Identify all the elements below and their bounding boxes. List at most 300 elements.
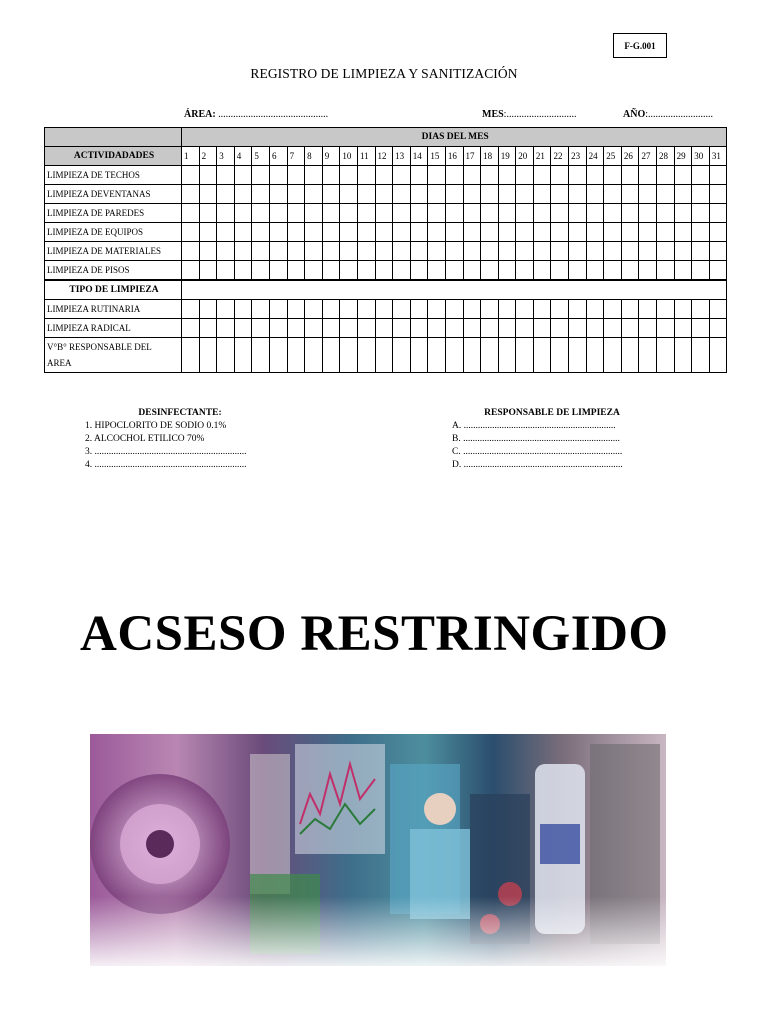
- day-check-cell[interactable]: [428, 319, 446, 338]
- day-check-cell[interactable]: [657, 185, 675, 204]
- day-check-cell[interactable]: [410, 204, 428, 223]
- day-check-cell[interactable]: [340, 300, 358, 319]
- day-check-cell[interactable]: [551, 242, 569, 261]
- responsable-check-cell[interactable]: [551, 338, 569, 373]
- day-check-cell[interactable]: [481, 319, 499, 338]
- day-check-cell[interactable]: [481, 185, 499, 204]
- day-check-cell[interactable]: [428, 223, 446, 242]
- day-check-cell[interactable]: [674, 166, 692, 185]
- day-check-cell[interactable]: [533, 300, 551, 319]
- day-number: 6: [269, 147, 287, 166]
- day-check-cell[interactable]: [375, 242, 393, 261]
- day-check-cell[interactable]: [657, 319, 675, 338]
- day-check-cell[interactable]: [604, 300, 622, 319]
- day-check-cell[interactable]: [516, 223, 534, 242]
- day-check-cell[interactable]: [621, 223, 639, 242]
- day-check-cell[interactable]: [234, 242, 252, 261]
- day-check-cell[interactable]: [393, 300, 411, 319]
- responsable-check-cell[interactable]: [234, 338, 252, 373]
- day-check-cell[interactable]: [234, 204, 252, 223]
- day-check-cell[interactable]: [305, 319, 323, 338]
- day-check-cell[interactable]: [551, 166, 569, 185]
- day-check-cell[interactable]: [287, 204, 305, 223]
- day-check-cell[interactable]: [569, 204, 587, 223]
- day-check-cell[interactable]: [217, 204, 235, 223]
- day-check-cell[interactable]: [709, 223, 727, 242]
- responsable-check-cell[interactable]: [287, 338, 305, 373]
- day-check-cell[interactable]: [234, 319, 252, 338]
- day-check-cell[interactable]: [481, 261, 499, 281]
- day-check-cell[interactable]: [357, 223, 375, 242]
- responsable-check-cell[interactable]: [533, 338, 551, 373]
- responsable-item: B. ..................................................................: [452, 434, 620, 444]
- day-check-cell[interactable]: [182, 204, 200, 223]
- day-check-cell[interactable]: [234, 261, 252, 281]
- day-check-cell[interactable]: [375, 166, 393, 185]
- day-check-cell[interactable]: [481, 242, 499, 261]
- day-check-cell[interactable]: [252, 261, 270, 281]
- day-check-cell[interactable]: [586, 319, 604, 338]
- day-check-cell[interactable]: [604, 242, 622, 261]
- day-check-cell[interactable]: [340, 204, 358, 223]
- day-check-cell[interactable]: [674, 300, 692, 319]
- day-check-cell[interactable]: [657, 300, 675, 319]
- day-check-cell[interactable]: [709, 319, 727, 338]
- day-check-cell[interactable]: [639, 300, 657, 319]
- day-number: 5: [252, 147, 270, 166]
- day-check-cell[interactable]: [692, 300, 710, 319]
- responsable-check-cell[interactable]: [199, 338, 217, 373]
- day-check-cell[interactable]: [287, 242, 305, 261]
- day-check-cell[interactable]: [692, 223, 710, 242]
- day-check-cell[interactable]: [217, 223, 235, 242]
- day-check-cell[interactable]: [709, 166, 727, 185]
- day-check-cell[interactable]: [393, 242, 411, 261]
- responsable-check-cell[interactable]: [674, 338, 692, 373]
- day-check-cell[interactable]: [357, 185, 375, 204]
- responsable-check-cell[interactable]: [516, 338, 534, 373]
- day-check-cell[interactable]: [445, 223, 463, 242]
- day-check-cell[interactable]: [269, 223, 287, 242]
- day-check-cell[interactable]: [322, 319, 340, 338]
- day-check-cell[interactable]: [375, 319, 393, 338]
- responsable-check-cell[interactable]: [604, 338, 622, 373]
- day-check-cell[interactable]: [287, 300, 305, 319]
- day-check-cell[interactable]: [428, 166, 446, 185]
- day-check-cell[interactable]: [604, 261, 622, 281]
- day-check-cell[interactable]: [639, 261, 657, 281]
- day-check-cell[interactable]: [182, 242, 200, 261]
- day-check-cell[interactable]: [305, 185, 323, 204]
- day-check-cell[interactable]: [516, 261, 534, 281]
- day-check-cell[interactable]: [639, 204, 657, 223]
- day-check-cell[interactable]: [393, 319, 411, 338]
- day-check-cell[interactable]: [498, 261, 516, 281]
- day-check-cell[interactable]: [340, 319, 358, 338]
- day-check-cell[interactable]: [569, 319, 587, 338]
- day-check-cell[interactable]: [481, 300, 499, 319]
- day-check-cell[interactable]: [410, 319, 428, 338]
- day-check-cell[interactable]: [657, 166, 675, 185]
- day-check-cell[interactable]: [498, 204, 516, 223]
- day-check-cell[interactable]: [182, 261, 200, 281]
- day-check-cell[interactable]: [445, 185, 463, 204]
- responsable-check-cell[interactable]: [322, 338, 340, 373]
- day-check-cell[interactable]: [287, 166, 305, 185]
- day-check-cell[interactable]: [674, 204, 692, 223]
- responsable-check-cell[interactable]: [393, 338, 411, 373]
- day-check-cell[interactable]: [621, 300, 639, 319]
- day-check-cell[interactable]: [445, 166, 463, 185]
- day-check-cell[interactable]: [252, 204, 270, 223]
- day-check-cell[interactable]: [569, 261, 587, 281]
- day-check-cell[interactable]: [410, 223, 428, 242]
- day-check-cell[interactable]: [269, 204, 287, 223]
- day-check-cell[interactable]: [709, 300, 727, 319]
- day-check-cell[interactable]: [498, 166, 516, 185]
- day-check-cell[interactable]: [287, 319, 305, 338]
- day-check-cell[interactable]: [463, 204, 481, 223]
- day-check-cell[interactable]: [305, 223, 323, 242]
- activity-row-label: LIMPIEZA DE TECHOS: [45, 166, 182, 185]
- day-check-cell[interactable]: [428, 242, 446, 261]
- responsable-check-cell[interactable]: [340, 338, 358, 373]
- day-check-cell[interactable]: [410, 166, 428, 185]
- day-check-cell[interactable]: [692, 261, 710, 281]
- day-check-cell[interactable]: [182, 319, 200, 338]
- responsable-check-cell[interactable]: [252, 338, 270, 373]
- day-check-cell[interactable]: [252, 300, 270, 319]
- day-check-cell[interactable]: [182, 166, 200, 185]
- day-check-cell[interactable]: [340, 261, 358, 281]
- responsable-check-cell[interactable]: [182, 338, 200, 373]
- day-check-cell[interactable]: [463, 166, 481, 185]
- day-check-cell[interactable]: [709, 261, 727, 281]
- responsable-check-cell[interactable]: [463, 338, 481, 373]
- day-check-cell[interactable]: [639, 242, 657, 261]
- day-check-cell[interactable]: [234, 300, 252, 319]
- day-check-cell[interactable]: [375, 300, 393, 319]
- day-check-cell[interactable]: [410, 242, 428, 261]
- day-check-cell[interactable]: [182, 185, 200, 204]
- tipo-row: [45, 319, 727, 338]
- day-check-cell[interactable]: [569, 242, 587, 261]
- day-check-cell[interactable]: [199, 261, 217, 281]
- responsable-check-cell[interactable]: [445, 338, 463, 373]
- day-check-cell[interactable]: [199, 223, 217, 242]
- day-check-cell[interactable]: [199, 185, 217, 204]
- day-check-cell[interactable]: [604, 185, 622, 204]
- day-check-cell[interactable]: [533, 166, 551, 185]
- responsable-check-cell[interactable]: [639, 338, 657, 373]
- day-number: 17: [463, 147, 481, 166]
- day-check-cell[interactable]: [322, 223, 340, 242]
- day-check-cell[interactable]: [533, 261, 551, 281]
- day-check-cell[interactable]: [551, 204, 569, 223]
- day-check-cell[interactable]: [674, 223, 692, 242]
- day-check-cell[interactable]: [498, 242, 516, 261]
- day-check-cell[interactable]: [357, 204, 375, 223]
- responsable-check-cell[interactable]: [621, 338, 639, 373]
- day-check-cell[interactable]: [692, 204, 710, 223]
- tipo-header: TIPO DE LIMPIEZA: [45, 280, 182, 300]
- day-check-cell[interactable]: [516, 204, 534, 223]
- day-check-cell[interactable]: [569, 185, 587, 204]
- day-check-cell[interactable]: [287, 261, 305, 281]
- day-check-cell[interactable]: [621, 185, 639, 204]
- responsable-check-cell[interactable]: [269, 338, 287, 373]
- day-check-cell[interactable]: [709, 185, 727, 204]
- day-check-cell[interactable]: [287, 223, 305, 242]
- day-check-cell[interactable]: [586, 204, 604, 223]
- day-check-cell[interactable]: [410, 300, 428, 319]
- cleaning-register-table: [44, 127, 727, 373]
- day-check-cell[interactable]: [551, 300, 569, 319]
- day-check-cell[interactable]: [410, 261, 428, 281]
- mes-label: MES: [482, 109, 504, 120]
- day-check-cell[interactable]: [621, 261, 639, 281]
- day-check-cell[interactable]: [463, 261, 481, 281]
- day-number: 14: [410, 147, 428, 166]
- day-check-cell[interactable]: [340, 223, 358, 242]
- day-check-cell[interactable]: [551, 319, 569, 338]
- day-check-cell[interactable]: [551, 185, 569, 204]
- day-check-cell[interactable]: [428, 204, 446, 223]
- day-check-cell[interactable]: [463, 242, 481, 261]
- day-check-cell[interactable]: [533, 319, 551, 338]
- day-check-cell[interactable]: [199, 204, 217, 223]
- responsable-check-cell[interactable]: [569, 338, 587, 373]
- day-check-cell[interactable]: [217, 185, 235, 204]
- day-check-cell[interactable]: [252, 166, 270, 185]
- day-check-cell[interactable]: [516, 242, 534, 261]
- responsable-check-cell[interactable]: [428, 338, 446, 373]
- day-check-cell[interactable]: [269, 300, 287, 319]
- day-check-cell[interactable]: [305, 261, 323, 281]
- day-check-cell[interactable]: [252, 242, 270, 261]
- day-check-cell[interactable]: [269, 242, 287, 261]
- day-check-cell[interactable]: [357, 319, 375, 338]
- day-check-cell[interactable]: [533, 185, 551, 204]
- desinfectante-item: 3. ................................................................: [85, 447, 247, 457]
- day-check-cell[interactable]: [252, 319, 270, 338]
- day-check-cell[interactable]: [322, 300, 340, 319]
- day-check-cell[interactable]: [604, 223, 622, 242]
- day-check-cell[interactable]: [252, 223, 270, 242]
- responsable-check-cell[interactable]: [692, 338, 710, 373]
- day-check-cell[interactable]: [516, 166, 534, 185]
- day-check-cell[interactable]: [481, 166, 499, 185]
- day-number: 18: [481, 147, 499, 166]
- day-check-cell[interactable]: [674, 261, 692, 281]
- day-check-cell[interactable]: [692, 185, 710, 204]
- day-check-cell[interactable]: [674, 319, 692, 338]
- day-check-cell[interactable]: [604, 204, 622, 223]
- day-check-cell[interactable]: [340, 185, 358, 204]
- day-check-cell[interactable]: [621, 319, 639, 338]
- day-check-cell[interactable]: [463, 185, 481, 204]
- day-check-cell[interactable]: [604, 166, 622, 185]
- day-check-cell[interactable]: [709, 204, 727, 223]
- day-check-cell[interactable]: [217, 242, 235, 261]
- day-check-cell[interactable]: [234, 223, 252, 242]
- day-check-cell[interactable]: [586, 185, 604, 204]
- day-check-cell[interactable]: [445, 242, 463, 261]
- day-check-cell[interactable]: [639, 223, 657, 242]
- day-check-cell[interactable]: [393, 261, 411, 281]
- responsable-check-cell[interactable]: [305, 338, 323, 373]
- day-check-cell[interactable]: [322, 261, 340, 281]
- day-check-cell[interactable]: [269, 166, 287, 185]
- day-check-cell[interactable]: [674, 185, 692, 204]
- day-check-cell[interactable]: [357, 261, 375, 281]
- responsable-check-cell[interactable]: [586, 338, 604, 373]
- day-check-cell[interactable]: [657, 242, 675, 261]
- day-check-cell[interactable]: [586, 223, 604, 242]
- day-check-cell[interactable]: [621, 204, 639, 223]
- day-check-cell[interactable]: [305, 242, 323, 261]
- day-number: 8: [305, 147, 323, 166]
- day-number: 21: [533, 147, 551, 166]
- day-check-cell[interactable]: [604, 319, 622, 338]
- responsable-check-cell[interactable]: [481, 338, 499, 373]
- day-check-cell[interactable]: [551, 261, 569, 281]
- day-check-cell[interactable]: [322, 242, 340, 261]
- day-check-cell[interactable]: [322, 185, 340, 204]
- responsable-check-cell[interactable]: [657, 338, 675, 373]
- day-check-cell[interactable]: [199, 242, 217, 261]
- day-check-cell[interactable]: [586, 300, 604, 319]
- day-check-cell[interactable]: [375, 185, 393, 204]
- day-check-cell[interactable]: [287, 185, 305, 204]
- day-check-cell[interactable]: [639, 185, 657, 204]
- day-check-cell[interactable]: [217, 166, 235, 185]
- day-check-cell[interactable]: [393, 166, 411, 185]
- day-check-cell[interactable]: [657, 204, 675, 223]
- day-check-cell[interactable]: [410, 185, 428, 204]
- day-check-cell[interactable]: [516, 319, 534, 338]
- day-check-cell[interactable]: [375, 223, 393, 242]
- day-check-cell[interactable]: [569, 300, 587, 319]
- day-check-cell[interactable]: [445, 261, 463, 281]
- day-check-cell[interactable]: [533, 242, 551, 261]
- day-check-cell[interactable]: [234, 166, 252, 185]
- day-check-cell[interactable]: [199, 319, 217, 338]
- day-check-cell[interactable]: [182, 300, 200, 319]
- day-check-cell[interactable]: [322, 204, 340, 223]
- day-check-cell[interactable]: [217, 261, 235, 281]
- day-check-cell[interactable]: [269, 185, 287, 204]
- day-check-cell[interactable]: [569, 166, 587, 185]
- activity-row-label: LIMPIEZA DE PAREDES: [45, 204, 182, 223]
- day-check-cell[interactable]: [445, 319, 463, 338]
- day-check-cell[interactable]: [709, 242, 727, 261]
- day-check-cell[interactable]: [498, 319, 516, 338]
- responsable-check-cell[interactable]: [357, 338, 375, 373]
- day-check-cell[interactable]: [498, 300, 516, 319]
- day-check-cell[interactable]: [393, 185, 411, 204]
- day-check-cell[interactable]: [252, 185, 270, 204]
- day-check-cell[interactable]: [199, 300, 217, 319]
- responsable-check-cell[interactable]: [498, 338, 516, 373]
- day-check-cell[interactable]: [217, 300, 235, 319]
- day-check-cell[interactable]: [692, 166, 710, 185]
- mes-value: :............................: [503, 109, 577, 120]
- day-check-cell[interactable]: [428, 261, 446, 281]
- day-check-cell[interactable]: [463, 300, 481, 319]
- day-check-cell[interactable]: [340, 242, 358, 261]
- day-check-cell[interactable]: [463, 319, 481, 338]
- day-check-cell[interactable]: [463, 223, 481, 242]
- day-check-cell[interactable]: [269, 319, 287, 338]
- day-check-cell[interactable]: [234, 185, 252, 204]
- day-check-cell[interactable]: [340, 166, 358, 185]
- day-check-cell[interactable]: [305, 166, 323, 185]
- day-number: 30: [692, 147, 710, 166]
- day-check-cell[interactable]: [357, 242, 375, 261]
- day-check-cell[interactable]: [621, 166, 639, 185]
- day-check-cell[interactable]: [533, 204, 551, 223]
- day-check-cell[interactable]: [533, 223, 551, 242]
- day-check-cell[interactable]: [692, 319, 710, 338]
- day-number: 25: [604, 147, 622, 166]
- day-check-cell[interactable]: [305, 204, 323, 223]
- tipo-header-row: [45, 280, 727, 300]
- day-check-cell[interactable]: [586, 166, 604, 185]
- day-check-cell[interactable]: [393, 204, 411, 223]
- responsable-check-cell[interactable]: [375, 338, 393, 373]
- day-check-cell[interactable]: [498, 185, 516, 204]
- day-check-cell[interactable]: [551, 223, 569, 242]
- day-check-cell[interactable]: [586, 242, 604, 261]
- day-check-cell[interactable]: [357, 300, 375, 319]
- day-check-cell[interactable]: [621, 242, 639, 261]
- day-check-cell[interactable]: [428, 300, 446, 319]
- day-check-cell[interactable]: [269, 261, 287, 281]
- day-check-cell[interactable]: [657, 223, 675, 242]
- day-check-cell[interactable]: [217, 319, 235, 338]
- day-check-cell[interactable]: [481, 223, 499, 242]
- day-check-cell[interactable]: [657, 261, 675, 281]
- day-check-cell[interactable]: [322, 166, 340, 185]
- day-check-cell[interactable]: [357, 166, 375, 185]
- day-check-cell[interactable]: [692, 242, 710, 261]
- responsable-check-cell[interactable]: [709, 338, 727, 373]
- day-check-cell[interactable]: [375, 204, 393, 223]
- day-check-cell[interactable]: [305, 300, 323, 319]
- day-check-cell[interactable]: [481, 204, 499, 223]
- day-check-cell[interactable]: [569, 223, 587, 242]
- day-check-cell[interactable]: [516, 185, 534, 204]
- day-check-cell[interactable]: [445, 204, 463, 223]
- day-check-cell[interactable]: [393, 223, 411, 242]
- responsable-check-cell[interactable]: [410, 338, 428, 373]
- day-check-cell[interactable]: [375, 261, 393, 281]
- responsable-check-cell[interactable]: [217, 338, 235, 373]
- day-check-cell[interactable]: [498, 223, 516, 242]
- day-check-cell[interactable]: [674, 242, 692, 261]
- tipo-row: [45, 300, 727, 319]
- day-check-cell[interactable]: [199, 166, 217, 185]
- day-number: 16: [445, 147, 463, 166]
- day-check-cell[interactable]: [586, 261, 604, 281]
- day-check-cell[interactable]: [182, 223, 200, 242]
- day-check-cell[interactable]: [639, 166, 657, 185]
- day-check-cell[interactable]: [445, 300, 463, 319]
- day-check-cell[interactable]: [428, 185, 446, 204]
- day-check-cell[interactable]: [516, 300, 534, 319]
- day-check-cell[interactable]: [639, 319, 657, 338]
